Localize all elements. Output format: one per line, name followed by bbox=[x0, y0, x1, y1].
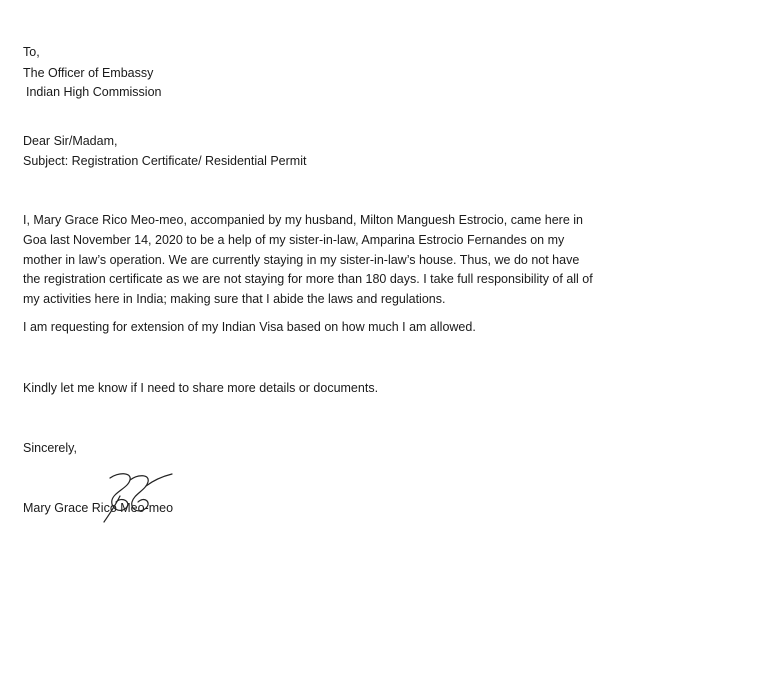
body-paragraph-1-line: mother in law’s operation. We are currently staying in my sister-in-law’s house. Thus, we do not have bbox=[23, 252, 580, 267]
body-paragraph-3: Kindly let me know if I need to share more details or documents. bbox=[23, 381, 379, 395]
to-line: To, bbox=[23, 45, 40, 59]
recipient-line-2: Indian High Commission bbox=[26, 85, 162, 99]
subject-line: Subject: Registration Certificate/ Residential Permit bbox=[23, 154, 307, 168]
recipient-line-1: The Officer of Embassy bbox=[23, 66, 154, 80]
closing: Sincerely, bbox=[23, 441, 77, 455]
body-paragraph-1-line: I, Mary Grace Rico Meo-meo, accompanied by my husband, Milton Manguesh Estrocio, came here in bbox=[23, 213, 583, 227]
signatory-name: Mary Grace Rico Meo-meo bbox=[23, 501, 174, 515]
body-paragraph-1-line: Goa last November 14, 2020 to be a help of my sister-in-law, Amparina Estrocio Fernandes on my bbox=[23, 232, 565, 247]
body-paragraph-1 bbox=[23, 211, 663, 310]
body-paragraph-1-line: the registration certificate as we are not staying for more than 180 days. I take full responsibility of all of bbox=[23, 272, 593, 287]
body-paragraph-2: I am requesting for extension of my Indian Visa based on how much I am allowed. bbox=[23, 320, 476, 334]
signature-image bbox=[92, 466, 184, 524]
body-paragraph-1-line: my activities here in India; making sure that I abide the laws and regulations. bbox=[23, 292, 446, 307]
greeting: Dear Sir/Madam, bbox=[23, 134, 118, 148]
